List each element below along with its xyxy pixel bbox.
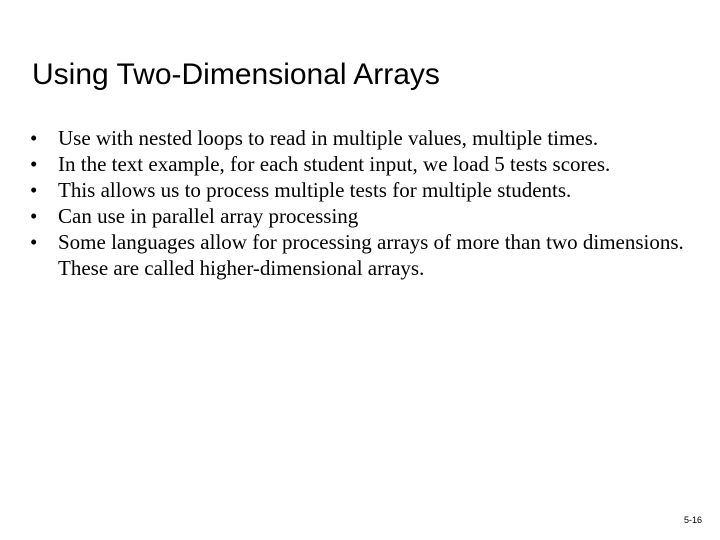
bullet-item xyxy=(30,151,700,177)
bullet-icon: • xyxy=(30,126,38,150)
bullet-text: Some languages allow for processing arrays of more than two dimensions. These are called higher-dimensional arrays. xyxy=(58,230,684,280)
bullet-icon: • xyxy=(30,230,38,254)
slide-title: Using Two-Dimensional Arrays xyxy=(32,58,440,91)
bullet-icon: • xyxy=(30,152,38,176)
bullet-icon: • xyxy=(30,204,38,228)
slide-number: 5-16 xyxy=(683,515,702,525)
bullet-text: Can use in parallel array processing xyxy=(58,204,359,228)
bullet-text: In the text example, for each student input, we load 5 tests scores. xyxy=(58,152,611,176)
bullet-item xyxy=(30,125,700,151)
bullet-item xyxy=(30,229,700,281)
bullet-text: Use with nested loops to read in multiple values, multiple times. xyxy=(58,126,599,150)
bullet-item xyxy=(30,203,700,229)
bullet-list xyxy=(30,125,700,281)
bullet-item xyxy=(30,177,700,203)
bullet-icon: • xyxy=(30,178,38,202)
bullet-text: This allows us to process multiple tests for multiple students. xyxy=(58,178,572,202)
